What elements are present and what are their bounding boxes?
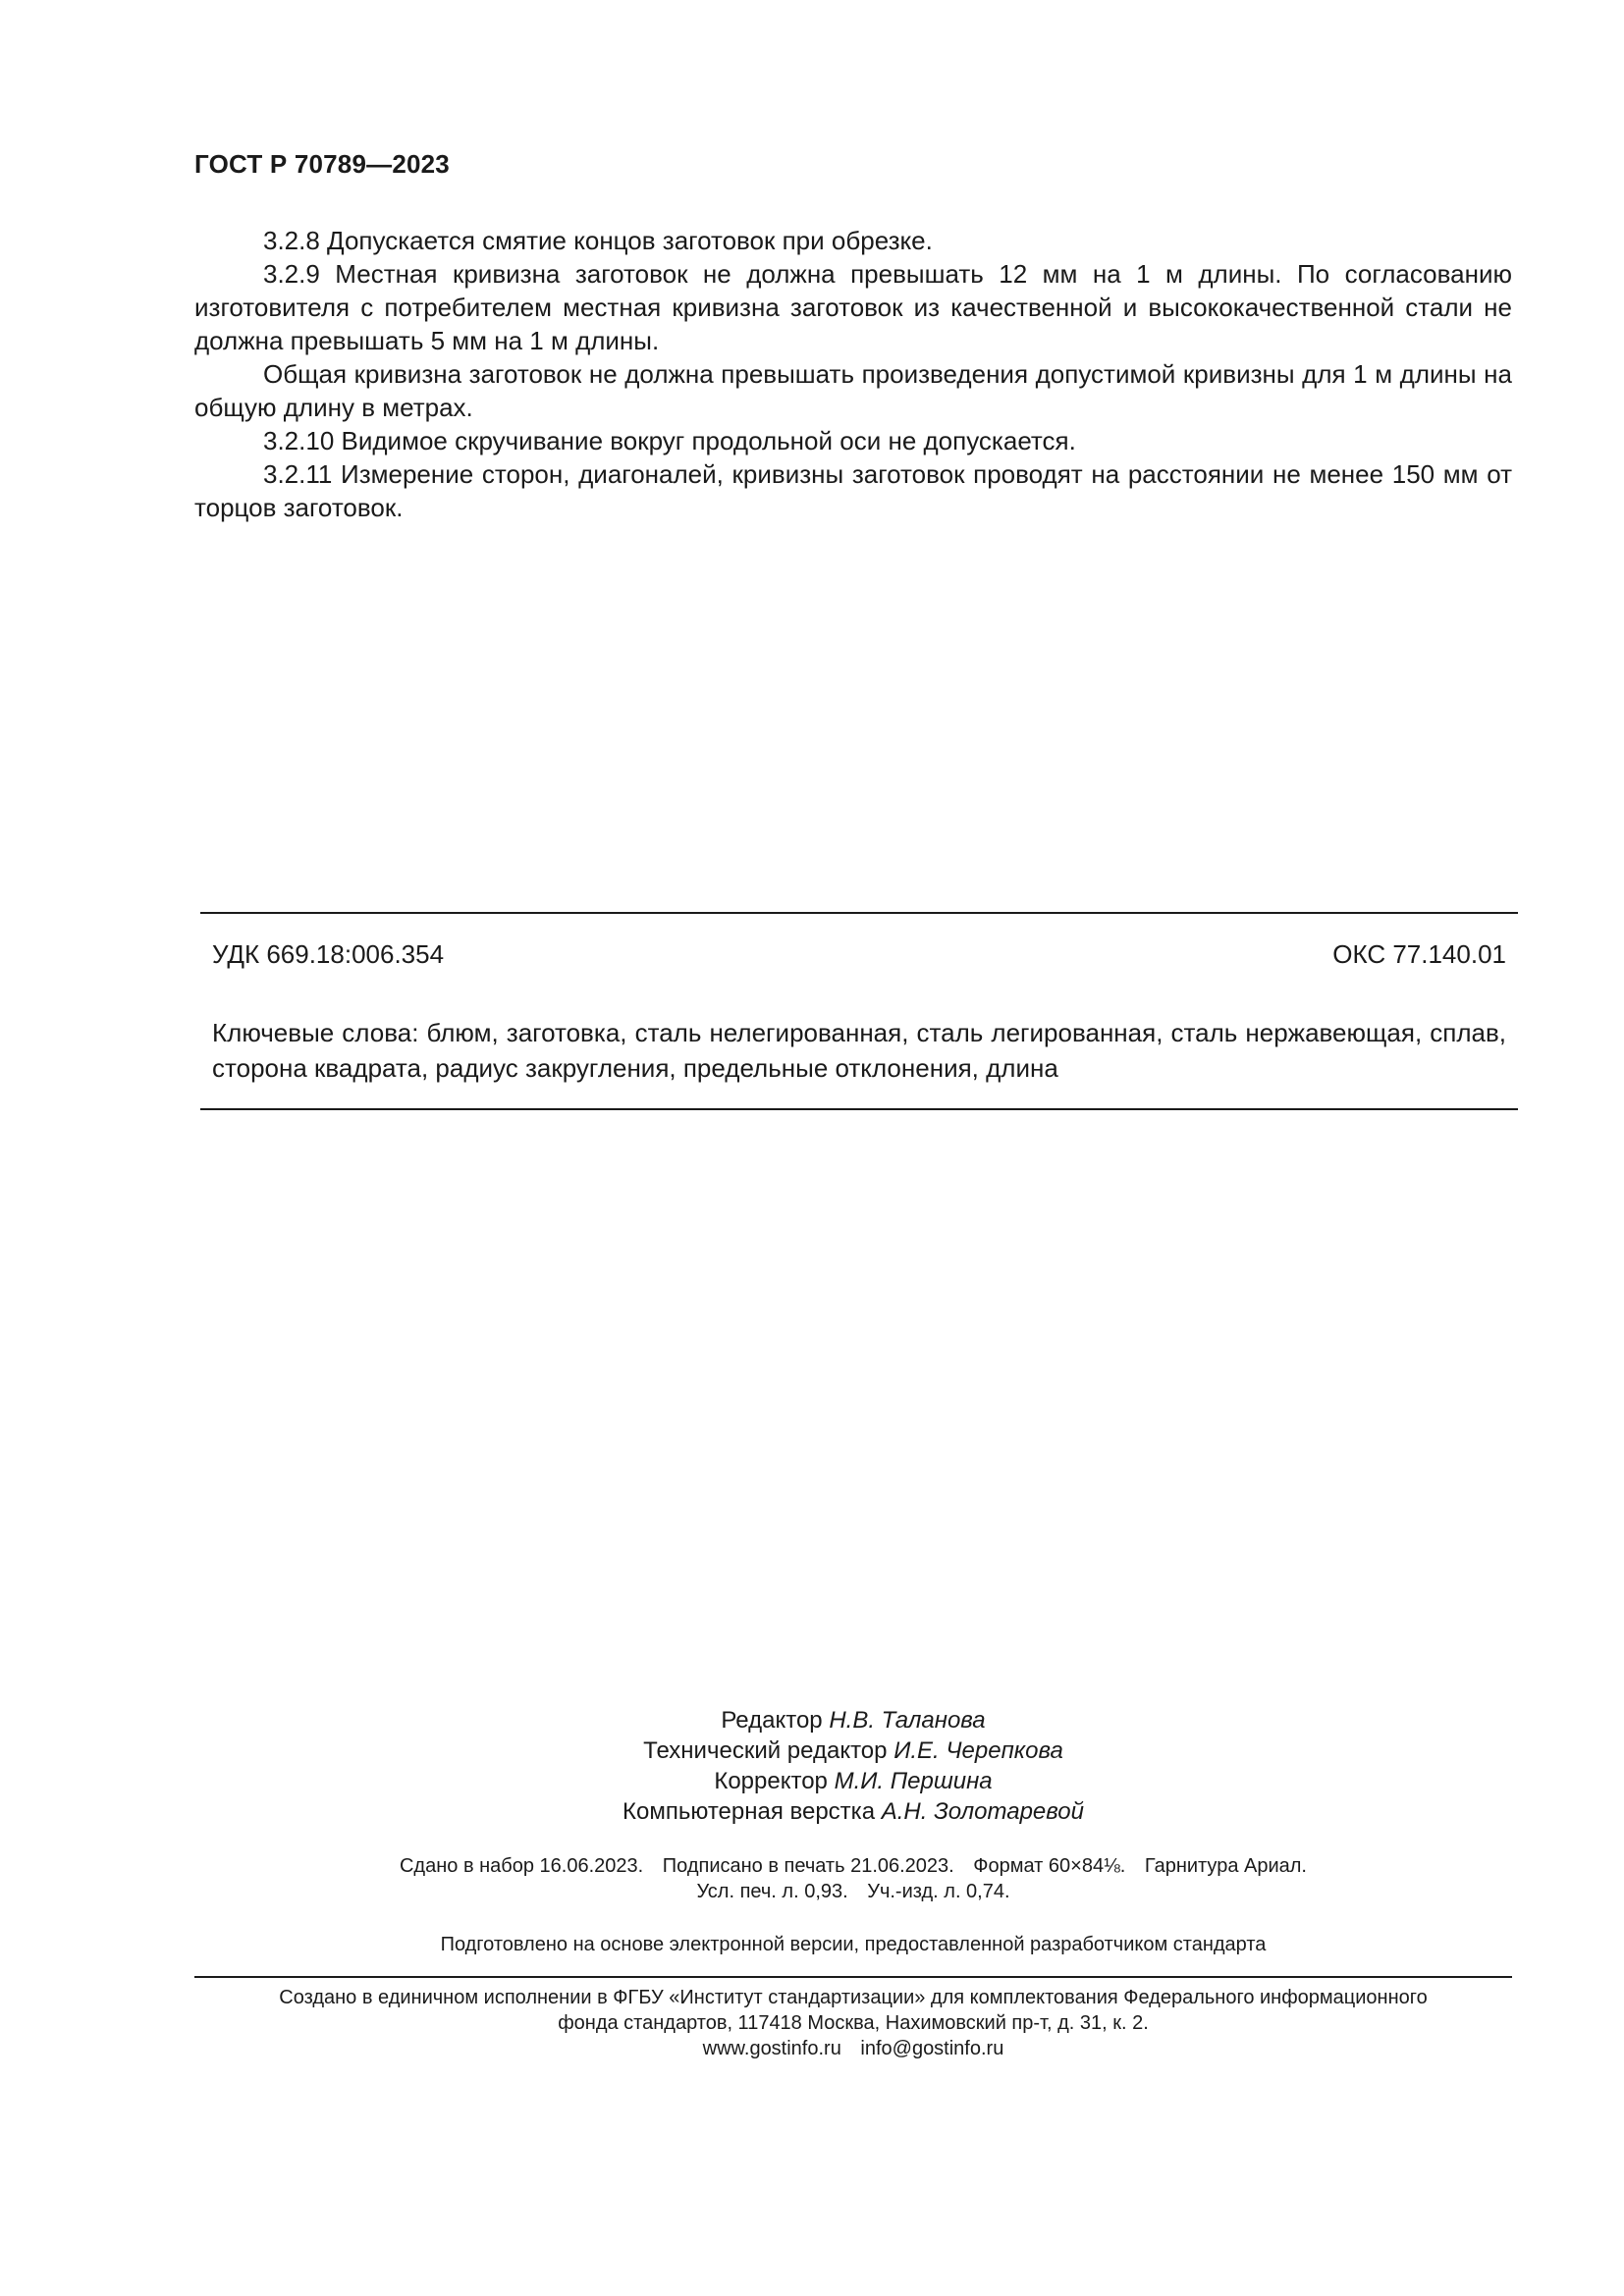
website-link[interactable]: www.gostinfo.ru	[702, 2038, 841, 2059]
clause-3-2-9: 3.2.9 Местная кривизна заготовок не должна превышать 12 мм на 1 м длины. По согласованию изготовителя с потребителем местная кривизна заготовок из качественной и высококачественной стали не должна превышать 5 мм на 1 м длины.	[194, 259, 1512, 355]
prepared-note: Подготовлено на основе электронной версии, предоставленной разработчиком стандарта	[440, 1934, 1267, 1955]
clause-3-2-8: 3.2.8 Допускается смятие концов заготовок при обрезке.	[263, 226, 933, 255]
publisher-sheets: Уч.-изд. л. 0,74.	[867, 1881, 1010, 1902]
clause-3-2-11: 3.2.11 Измерение сторон, диагоналей, кривизны заготовок проводят на расстоянии не менее 150 мм от торцов заготовок.	[194, 459, 1512, 522]
credit-name: М.И. Першина	[834, 1768, 993, 1794]
print-details	[194, 1853, 1512, 1904]
publisher-line-1: Создано в единичном исполнении в ФГБУ «Институт стандартизации» для комплектования Федерального информационного	[279, 1987, 1428, 2008]
credit-role: Корректор	[714, 1768, 828, 1794]
credit-name: А.Н. Золотаревой	[881, 1798, 1084, 1825]
oks-code: ОКС 77.140.01	[1332, 939, 1506, 969]
print-details-line-2	[194, 1879, 1512, 1904]
udk-code: УДК 669.18:006.354	[212, 939, 445, 969]
credit-proofreader	[194, 1766, 1512, 1796]
editorial-credits	[194, 1705, 1512, 1827]
clause-3-2-10: 3.2.10 Видимое скручивание вокруг продольной оси не допускается.	[263, 426, 1076, 455]
paper-format: Формат 60×84⅛.	[973, 1855, 1126, 1877]
publisher-line-2: фонда стандартов, 117418 Москва, Нахимовский пр-т, д. 31, к. 2.	[558, 2012, 1149, 2034]
print-sheets: Усл. печ. л. 0,93.	[696, 1881, 848, 1902]
credit-role: Компьютерная верстка	[623, 1798, 876, 1825]
print-details-line-1	[194, 1853, 1512, 1879]
credit-name: И.Е. Черепкова	[893, 1737, 1063, 1764]
credit-layout	[194, 1796, 1512, 1827]
signed-date: Подписано в печать 21.06.2023.	[662, 1855, 954, 1877]
imprint-divider	[194, 1976, 1512, 1978]
publisher-contacts	[194, 2036, 1512, 2061]
credit-technical-editor	[194, 1735, 1512, 1766]
credit-editor	[194, 1705, 1512, 1735]
document-header: ГОСТ Р 70789—2023	[194, 149, 450, 179]
credit-role: Технический редактор	[643, 1737, 888, 1764]
publisher-info	[194, 1985, 1512, 2061]
submitted-date: Сдано в набор 16.06.2023.	[399, 1855, 644, 1877]
credit-role: Редактор	[721, 1707, 823, 1734]
credit-name: Н.В. Таланова	[829, 1707, 986, 1734]
classification-bottom-divider	[200, 1108, 1518, 1110]
clauses-section	[194, 224, 1512, 524]
clause-3-2-9-continuation: Общая кривизна заготовок не должна превышать произведения допустимой кривизны для 1 м длины на общую длину в метрах.	[194, 359, 1512, 422]
keywords: Ключевые слова: блюм, заготовка, сталь нелегированная, сталь легированная, сталь нержавеющая, сплав, сторона квадрата, радиус закругления, предельные отклонения, длина	[212, 1018, 1506, 1083]
typeface: Гарнитура Ариал.	[1144, 1855, 1307, 1877]
classification-top-divider	[200, 912, 1518, 914]
email-link[interactable]: info@gostinfo.ru	[860, 2038, 1004, 2059]
